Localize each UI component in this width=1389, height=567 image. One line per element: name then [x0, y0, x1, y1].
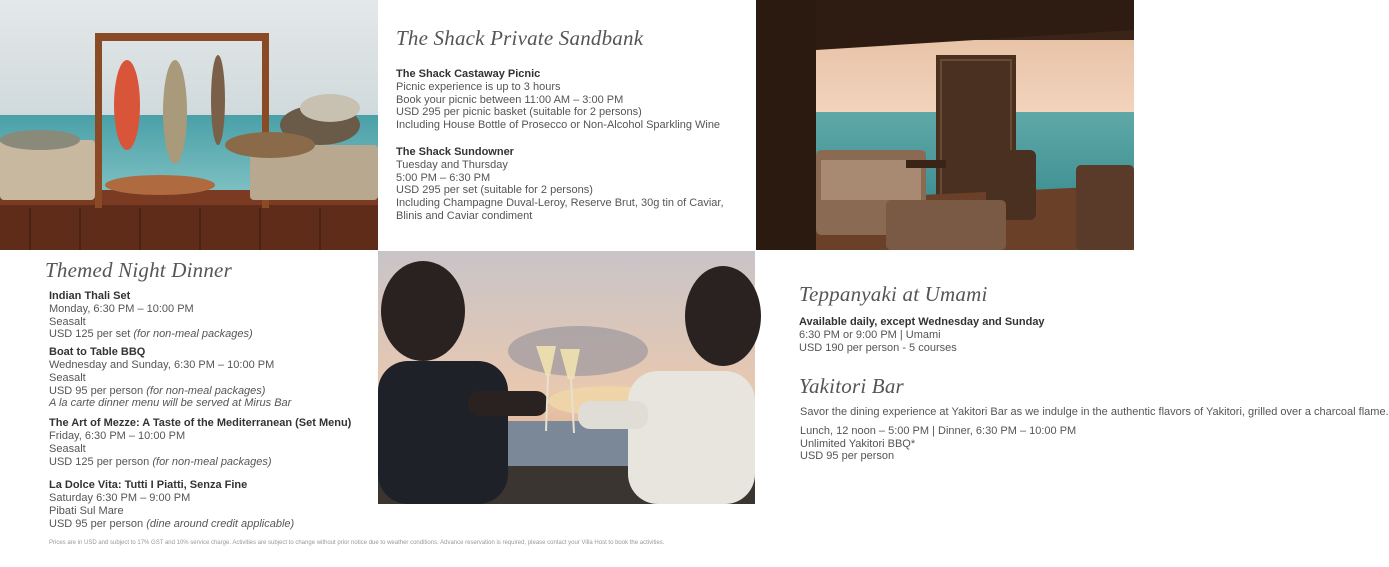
yakitori-line: USD 95 per person — [800, 450, 895, 463]
themed-item-schedule: Friday, 6:30 PM – 10:00 PM — [49, 429, 186, 442]
sundowner-line: Including Champagne Duval-Leroy, Reserve Brut, 30g tin of Caviar, — [396, 197, 724, 210]
themed-details — [49, 290, 351, 531]
sundowner-line: Tuesday and Thursday — [396, 158, 508, 171]
castaway-line: USD 295 per picnic basket (suitable for 2 persons) — [396, 106, 642, 119]
themed-item-name: The Art of Mezze: A Taste of the Mediterranean (Set Menu) — [49, 417, 352, 430]
teppanyaki-details — [799, 316, 1045, 354]
themed-item-venue: Seasalt — [49, 315, 86, 328]
yakitori-line: Unlimited Yakitori BBQ* — [800, 437, 916, 450]
themed-item-schedule: Saturday 6:30 PM – 9:00 PM — [49, 492, 191, 505]
sundowner-name: The Shack Sundowner — [396, 145, 514, 158]
fish-market-photo — [0, 0, 378, 250]
themed-item-price: USD 125 per set — [49, 328, 131, 341]
castaway-line: Book your picnic between 11:00 AM – 3:00 PM — [396, 93, 624, 106]
sundowner-line: USD 295 per set (suitable for 2 persons) — [396, 184, 593, 197]
themed-item-price: USD 95 per person — [49, 517, 144, 530]
themed-item-name: La Dolce Vita: Tutti I Piatti, Senza Fine — [49, 479, 248, 492]
shack-details — [396, 68, 724, 223]
themed-item-price-note: (for non-meal packages) — [152, 455, 272, 468]
sundowner-line: 5:00 PM – 6:30 PM — [396, 171, 491, 184]
castaway-line: Including House Bottle of Prosecco or Non-Alcohol Sparkling Wine — [396, 119, 721, 132]
themed-item-price: USD 95 per person — [49, 384, 144, 397]
yakitori-line: Lunch, 12 noon – 5:00 PM | Dinner, 6:30 PM – 10:00 PM — [800, 424, 1077, 437]
themed-item-price-note: (dine around credit applicable) — [146, 517, 295, 530]
themed-item-price-note: (for non-meal packages) — [133, 328, 253, 341]
lounge-sunset-photo — [756, 0, 1134, 250]
themed-item-venue: Seasalt — [49, 371, 86, 384]
themed-item-price: USD 125 per person — [49, 455, 150, 468]
sundowner-line: Blinis and Caviar condiment — [396, 209, 533, 222]
themed-item-schedule: Wednesday and Sunday, 6:30 PM – 10:00 PM — [49, 358, 275, 371]
themed-item-venue: Pibati Sul Mare — [49, 504, 124, 517]
themed-title: Themed Night Dinner — [45, 258, 232, 282]
themed-item-venue: Seasalt — [49, 442, 86, 455]
teppanyaki-availability: Available daily, except Wednesday and Sunday — [799, 316, 1045, 328]
castaway-name: The Shack Castaway Picnic — [396, 68, 541, 80]
yakitori-title: Yakitori Bar — [799, 374, 904, 398]
yakitori-description: Savor the dining experience at Yakitori Bar as we indulge in the authentic flavors of Yakitori, grilled over a charcoal flame. — [800, 406, 1389, 418]
castaway-line: Picnic experience is up to 3 hours — [396, 80, 561, 93]
shack-title: The Shack Private Sandbank — [396, 26, 644, 50]
yakitori-details — [800, 406, 1389, 463]
footer-disclaimer: Prices are in USD and subject to 17% GST and 10% service charge. Activities are subject to change without prior notice due to weather conditions. Advance reservation is required, please contact your Villa Host to book the activities. — [49, 540, 665, 546]
themed-item-price-note: (for non-meal packages) — [146, 384, 266, 397]
couple-toast-photo — [378, 251, 755, 504]
themed-item-extra: A la carte dinner menu will be served at Mirus Bar — [49, 397, 292, 410]
themed-item-name: Boat to Table BBQ — [49, 346, 146, 359]
teppanyaki-line: USD 190 per person - 5 courses — [799, 341, 957, 354]
themed-item-schedule: Monday, 6:30 PM – 10:00 PM — [49, 302, 194, 315]
teppanyaki-title: Teppanyaki at Umami — [799, 282, 988, 306]
teppanyaki-line: 6:30 PM or 9:00 PM | Umami — [799, 328, 941, 341]
themed-item-name: Indian Thali Set — [49, 290, 131, 302]
